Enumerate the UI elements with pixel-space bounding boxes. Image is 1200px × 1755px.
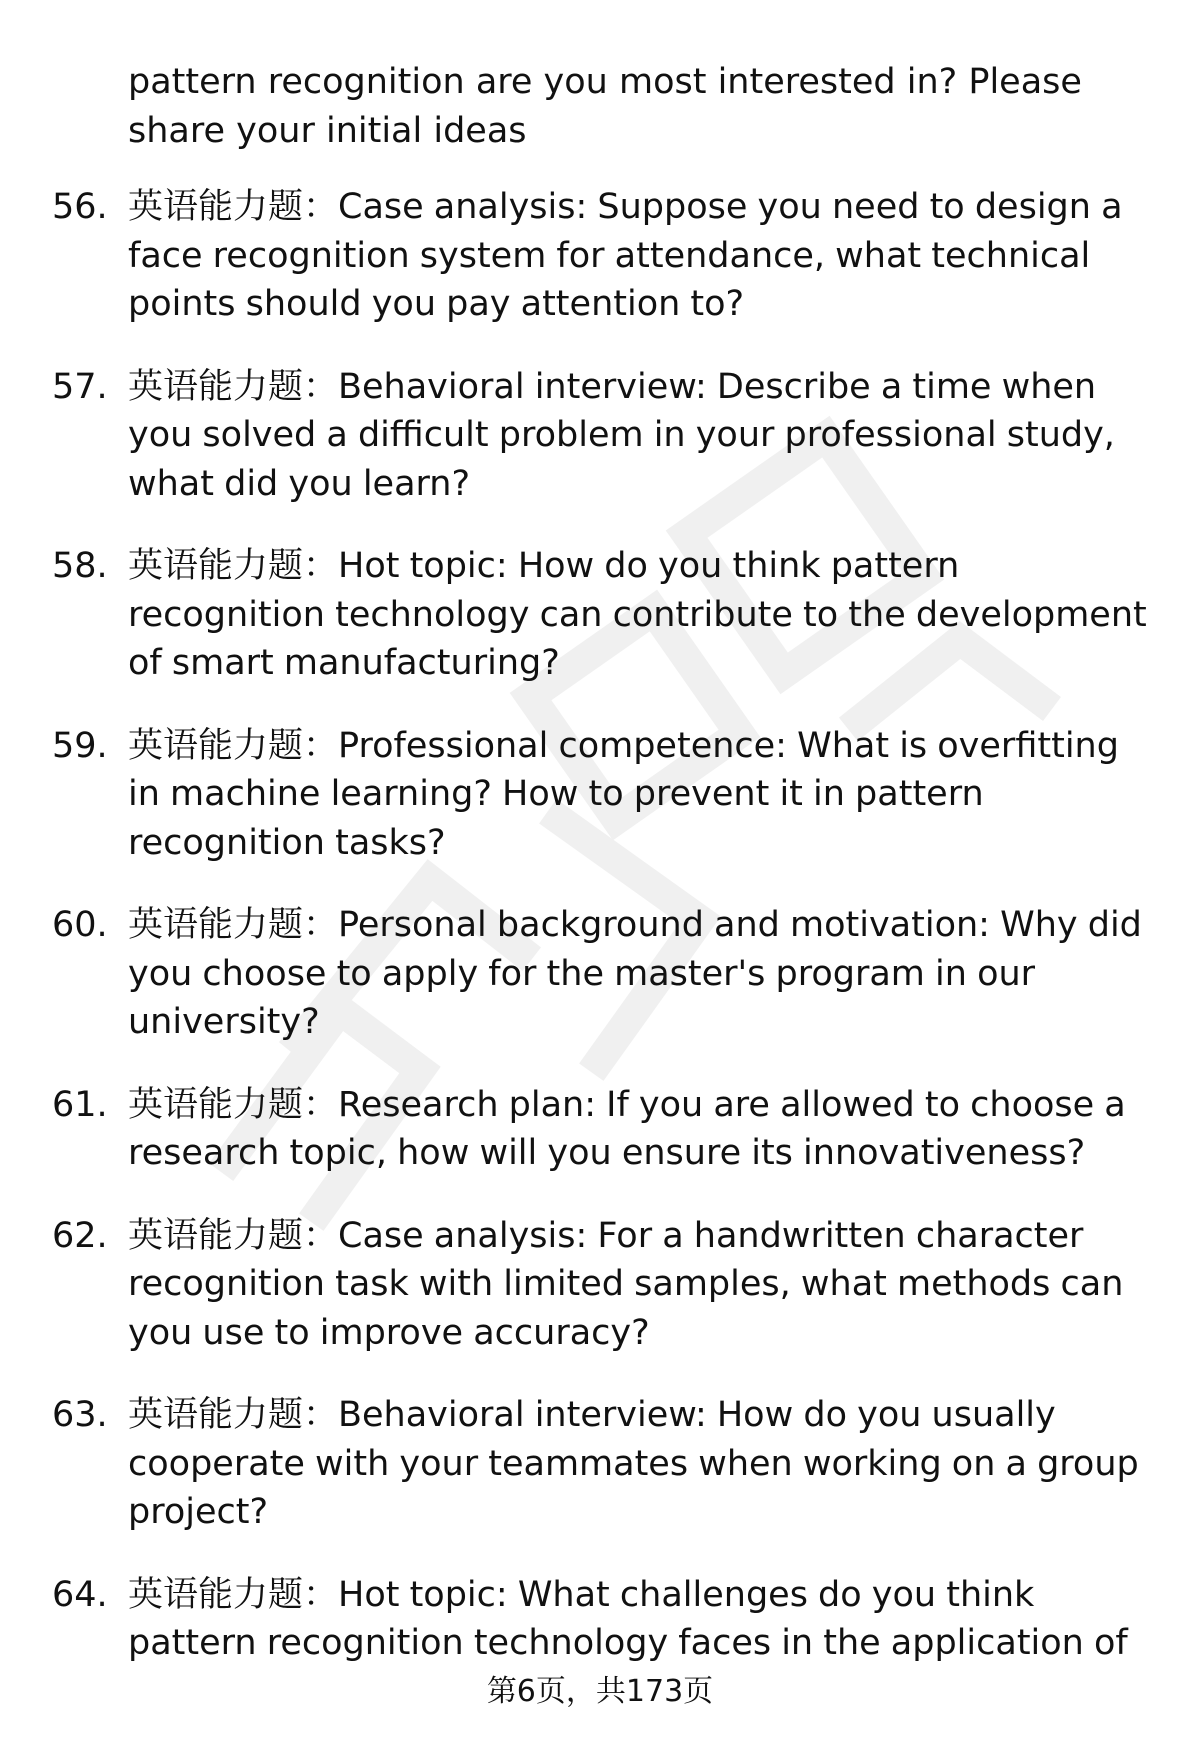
list-item (0, 901, 1200, 1047)
question-number: 64. (52, 1574, 108, 1615)
list-item (0, 1571, 1200, 1668)
page-footer: 第6页，共173页 (486, 1674, 714, 1709)
question-text: 英语能力题：Behavioral interview: How do you usually cooperate with your teammates when working on a group project? (128, 1395, 1139, 1532)
question-number: 61. (52, 1084, 108, 1125)
question-text: 英语能力题：Hot topic: How do you think pattern recognition technology can contribute to the development of smart manufacturing? (128, 546, 1147, 683)
question-number: 60. (52, 905, 108, 945)
question-number: 59. (52, 725, 108, 766)
continued-question-text: pattern recognition are you most interested in? Please share your initial ideas (128, 62, 1082, 151)
question-text: 英语能力题：Research plan: If you are allowed to choose a research topic, how will you ensure its innovativeness? (128, 1084, 1126, 1173)
list-item (0, 542, 1200, 688)
list-item (0, 363, 1200, 509)
question-text: 英语能力题：Case analysis: For a handwritten character recognition task with limited samples, what methods can you use to improve accuracy? (128, 1215, 1124, 1353)
question-number: 58. (52, 546, 108, 586)
list-item (0, 1212, 1200, 1358)
question-list (0, 183, 1200, 1702)
question-text: 英语能力题：Behavioral interview: Describe a time when you solved a difficult problem in your professional study, what did you learn? (128, 366, 1115, 504)
list-item (0, 183, 1200, 329)
list-item (0, 722, 1200, 868)
question-text: 英语能力题：Case analysis: Suppose you need to design a face recognition system for attendance, what technical points should you pay attention to? (128, 187, 1123, 324)
list-item (0, 1081, 1200, 1178)
question-text: 英语能力题：Professional competence: What is overfitting in machine learning? How to prevent it in pattern recognition tasks? (128, 725, 1119, 863)
question-number: 57. (52, 366, 108, 407)
question-number: 56. (52, 187, 108, 227)
question-number: 62. (52, 1215, 108, 1256)
question-text: 英语能力题：Personal background and motivation: Why did you choose to apply for the master's program in our university? (128, 905, 1142, 1042)
list-item (0, 1391, 1200, 1537)
question-number: 63. (52, 1395, 108, 1435)
question-text: 英语能力题：Hot topic: What challenges do you think pattern recognition technology faces in the application of (128, 1574, 1128, 1663)
